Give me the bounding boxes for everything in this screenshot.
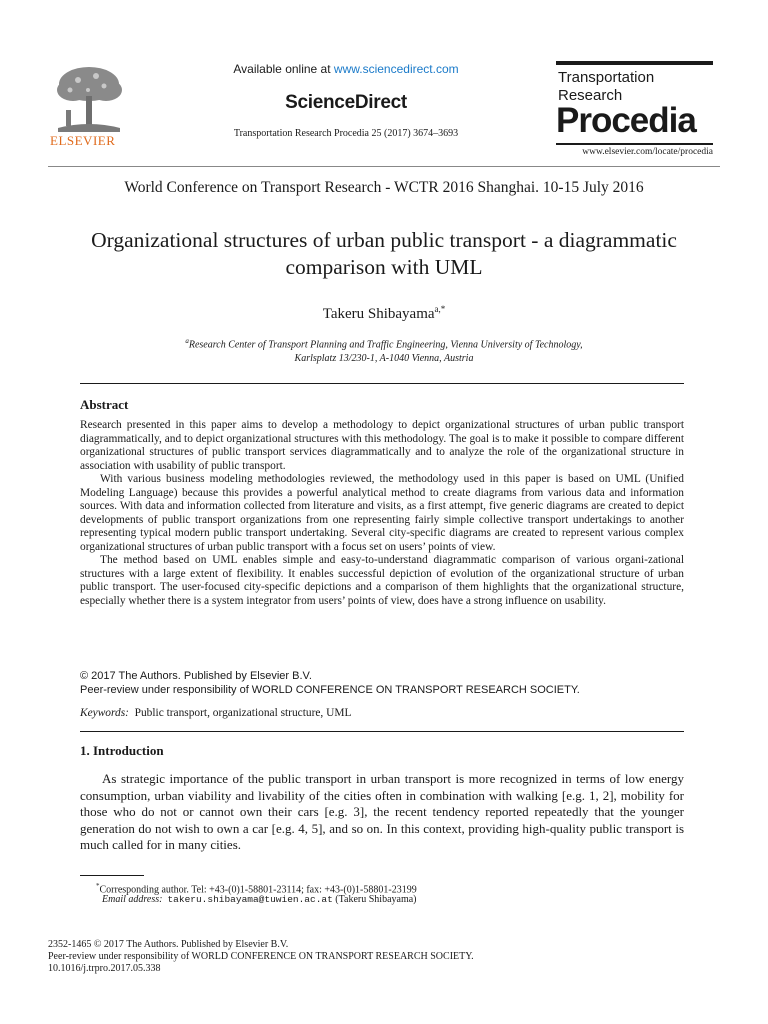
abstract-copyright — [80, 669, 580, 697]
imprint-issn: 2352-1465 © 2017 The Authors. Published by Elsevier B.V. — [48, 939, 289, 950]
footnote-email — [80, 893, 417, 907]
available-prefix: Available online at — [233, 62, 334, 76]
sciencedirect-wordmark: ScienceDirect — [285, 92, 407, 113]
email-address[interactable]: takeru.shibayama@tuwien.ac.at — [167, 894, 333, 905]
footnote-rule — [80, 875, 144, 876]
footnote-mark: * — [96, 882, 100, 890]
journal-brand-line1: Transportation — [558, 69, 655, 86]
affiliation — [0, 334, 768, 366]
conference-line: World Conference on Transport Research - WCTR 2016 Shanghai. 10-15 July 2016 — [124, 179, 644, 196]
abstract-paragraph-3: The method based on UML enables simple and easy-to-understand diagrammatic comparison of various organi-zational structures with a large extent of flexibility. It enables successful depiction of evolution of the organizational structure of urban public transport. The user-focused city-specific depictions and a comparison of them highlights that the organizational structure, especially whether there is a system integrator from users’ points of view, does have a strong influence on usability. — [80, 554, 684, 607]
elsevier-wordmark: ELSEVIER — [50, 133, 116, 148]
paper-title: Organizational structures of urban public transport - a diagrammatic comparison with UML — [91, 228, 677, 279]
introduction-heading: 1. Introduction — [80, 743, 164, 758]
peer-review-line: Peer-review under responsibility of WORLD CONFERENCE ON TRANSPORT RESEARCH SOCIETY. — [80, 684, 580, 696]
abstract-paragraph-2: With various business modeling methodologies reviewed, the methodology used in this paper is based on UML (Unified Modeling Language) because this provides a powerful analytical method to create diagrams from various data and information sources. With data and information collected from literature and visits, as a first attempt, five generic diagrams are created to depict developments of public transport organizations from one representing fairly simple collective transport undertakings to another representing typical modern public transport undertaking. Several city-specific diagrams are created to represent various complex organizational structures of urban public transport with a focus set on users’ points of view. — [80, 473, 684, 553]
header-divider — [48, 166, 720, 167]
affiliation-line1-text: Research Center of Transport Planning and Traffic Engineering, Vienna University of Technology, — [188, 339, 583, 351]
journal-brand-line2: Research — [558, 87, 623, 104]
affiliation-line2: Karlsplatz 13/230-1, A-1040 Vienna, Austria — [294, 353, 474, 365]
abstract-body — [80, 419, 684, 608]
abstract-bottom-rule — [80, 731, 684, 732]
affiliation-mark: a — [185, 337, 189, 345]
footnote-corresponding-text: Corresponding author. Tel: +43-(0)1-58801-23114; fax: +43-(0)1-58801-23199 — [99, 884, 417, 896]
keywords-value: Public transport, organizational structure, UML — [134, 707, 352, 719]
affiliation-line1 — [0, 334, 768, 352]
introduction-paragraph: As strategic importance of the public transport in urban transport is more recognized in terms of low energy consumption, urban viability and livability of the cities often in combination with walking [e.g. 1, 2], mobility for those who do not or cannot own their cars [e.g. 3], the recent tendency reported repeatedly that the younger generation do not wish to own a car [e.g. 4, 5], and so on. In this context, providing high-quality public transport is much called for in many cities. — [80, 771, 684, 852]
author-line — [0, 304, 768, 323]
journal-brand-top-bar — [556, 61, 713, 65]
copyright-line: © 2017 The Authors. Published by Elsevier B.V. — [80, 670, 312, 682]
abstract-paragraph-1: Research presented in this paper aims to develop a methodology to depict organizational structures of urban public transport diagrammatically, and to depict organizational structures with this methodology. The goal is to make it possible to compare different organizational structures of public transport services diagrammatically and to analyze the role of the organizational structure in association with usability of public transport. — [80, 419, 684, 472]
imprint-doi[interactable]: 10.1016/j.trpro.2017.05.338 — [48, 963, 161, 974]
keywords-label: Keywords: — [80, 707, 129, 719]
abstract-top-rule — [80, 383, 684, 384]
journal-brand-line3: Procedia — [556, 101, 696, 140]
author-marks: a,* — [434, 304, 446, 314]
abstract-heading: Abstract — [80, 397, 129, 412]
journal-reference: Transportation Research Procedia 25 (2017) 3674–3693 — [233, 128, 459, 139]
keywords — [80, 707, 351, 719]
journal-brand-bottom-bar — [556, 143, 713, 145]
email-name: (Takeru Shibayama) — [335, 894, 417, 905]
journal-url[interactable]: www.elsevier.com/locate/procedia — [582, 147, 713, 157]
author-name: Takeru Shibayama — [322, 306, 435, 322]
bottom-imprint — [48, 939, 474, 975]
email-label: Email address: — [102, 894, 163, 905]
imprint-peer-review: Peer-review under responsibility of WORLD CONFERENCE ON TRANSPORT RESEARCH SOCIETY. — [48, 951, 474, 962]
sciencedirect-link[interactable]: www.sciencedirect.com — [333, 62, 459, 76]
